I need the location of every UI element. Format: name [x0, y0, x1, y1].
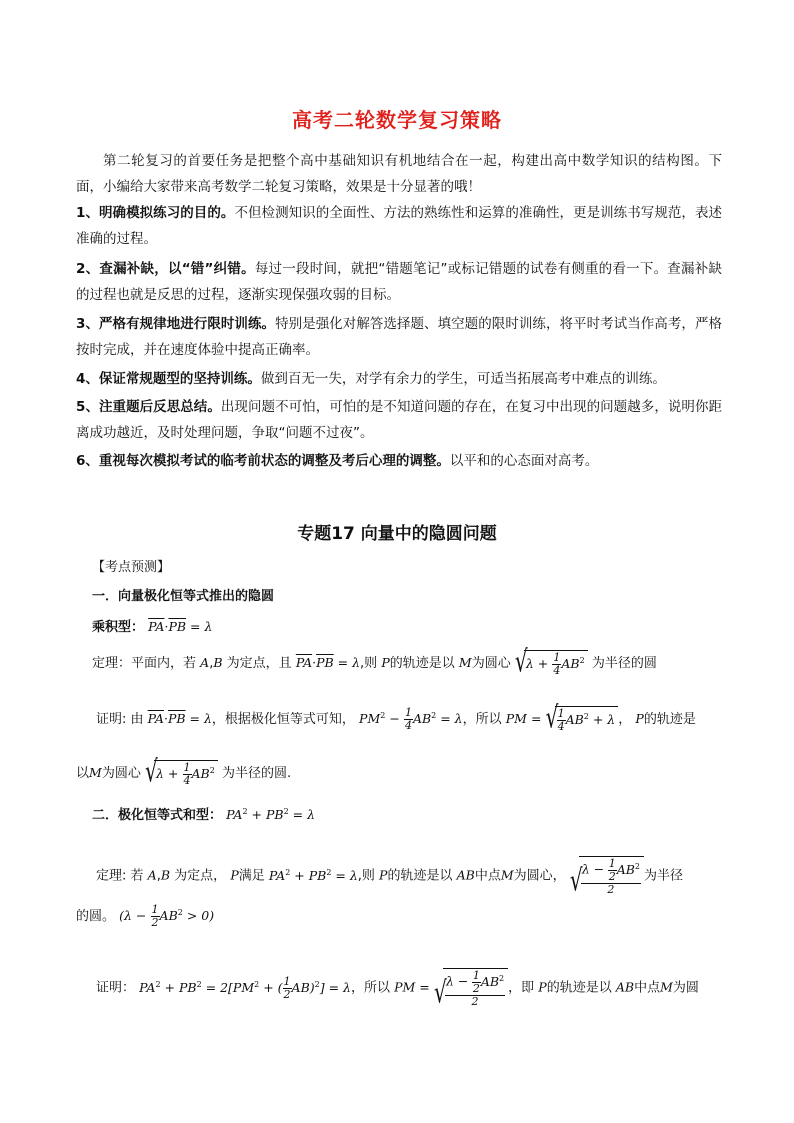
proof-2: 证明： $PA^2 + PB^2 = 2[PM^2$ + ( $\frac{1}{2}$ AB)$^2$] = λ，所以 PM = √ λ − $\frac{1}{2}$ $AB^2$ 2 ，即 P的轨迹是以 AB中点M为圆 [96, 968, 756, 1008]
intro-paragraph: 第二轮复习的首要任务是把整个高中基础知识有机地结合在一起，构建出高中数学知识的结构图。下面，小编给大家带来高考数学二轮复习策略，效果是十分显著的哦！ [76, 153, 722, 195]
proof-1-cont: 以M为圆心 √ λ + $\frac{1}{4}$ $AB^2$ 为半径的圆. [76, 760, 736, 787]
topic-title: 专题17 向量中的隐圆问题 [297, 524, 497, 544]
section-heading-2: 二．极化恒等式和型： [92, 808, 223, 823]
section-heading-1: 一．向量极化恒等式推出的隐圆 [92, 589, 275, 604]
document-title: 高考二轮数学复习策略 [292, 108, 502, 132]
topic-tag: 【考点预测】 [92, 560, 171, 575]
item-body: 以平和的心态面对高考。 [449, 453, 599, 469]
item-heading: 2、查漏补缺，以“错”纠错。 [76, 261, 255, 277]
item-heading: 5、注重题后反思总结。 [76, 399, 221, 415]
list-item [76, 311, 722, 363]
item-heading: 3、严格有规律地进行限时训练。 [76, 316, 276, 332]
list-item [76, 394, 722, 446]
item-body: 每过一段时间，就把“错题笔记”或标记错题的试卷有侧重的看一下。查漏补缺的过程也就是反思的过程，逐渐实现保强攻弱的目标。 [76, 261, 722, 303]
formula-pa-pb: $\overline{PA}\cdot\overline{PB} = \lambda$ [148, 619, 213, 634]
item-body: 特别是强化对解答选择题、填空题的限时训练，将平时考试当作高考，严格按时完成，并在速度体验中提高正确率。 [76, 316, 722, 358]
product-type-line [92, 616, 752, 635]
list-item [76, 366, 722, 392]
proof-1: 证明: 由 $\overline{PA}\cdot\overline{PB} = \lambda$，根据极化恒等式可知， $PM^2$ − $\frac{1}{4}$ $AB^2 = \lambda$，所以 PM = √ $\frac{1}{4}$ $AB^2 + \lambda$ ， P的轨迹是 [96, 706, 756, 733]
sqrt-formula: √ λ + $\frac{1}{4}$ $AB^2$ [145, 760, 218, 787]
sqrt-formula: √ λ + $\frac{1}{4}$ $AB^2$ [515, 650, 588, 677]
item-body: 不但检测知识的全面性、方法的熟练性和运算的准确性，更是训练书写规范，表述准确的过程。 [76, 205, 722, 247]
list-item [76, 256, 722, 308]
item-body: 出现问题不可怕，可怕的是不知道问题的存在，在复习中出现的问题越多，说明你距离成功越近，及时处理问题，争取“问题不过夜”。 [76, 399, 722, 441]
sqrt-formula: √ $\frac{1}{4}$ $AB^2 + \lambda$ [546, 706, 619, 733]
product-label: 乘积型： [92, 620, 145, 635]
section-heading-2-line: 二．极化恒等式和型： $PA^2 + PB^2 = \lambda$ [92, 806, 316, 823]
item-heading: 6、重视每次模拟考试的临考前状态的调整及考后心理的调整。 [76, 453, 450, 469]
item-heading: 4、保证常规题型的坚持训练。 [76, 371, 261, 387]
item-body: 做到百无一失，对学有余力的学生，可适当拓展高考中难点的训练。 [260, 371, 666, 387]
item-heading: 1、明确模拟练习的目的。 [76, 205, 235, 221]
list-item [76, 448, 722, 474]
sqrt-formula: √ λ − $\frac{1}{2}$ $AB^2$ 2 [434, 968, 508, 1008]
sqrt-formula: √ λ − $\frac{1}{2}$ $AB^2$ 2 [570, 856, 644, 896]
theorem-1: 定理：平面内，若 A,B 为定点，且 $\overline{PA}\cdot\overline{PB} = \lambda$,则 P的轨迹是以 M为圆心 √ λ + $\frac{1}{4}$ $AB^2$ 为半径的圆 [92, 650, 752, 677]
theorem-2-cont: 的圆。 (λ − $\frac{1}{2}$ $AB^2 > 0$) [76, 903, 215, 929]
list-item [76, 200, 722, 252]
theorem-2: 定理: 若 A,B 为定点， P满足 $PA^2 + PB^2 = \lambda$,则 P的轨迹是以 AB中点M为圆心， √ λ − $\frac{1}{2}$ $AB^2$ 2 为半径 [96, 856, 756, 896]
